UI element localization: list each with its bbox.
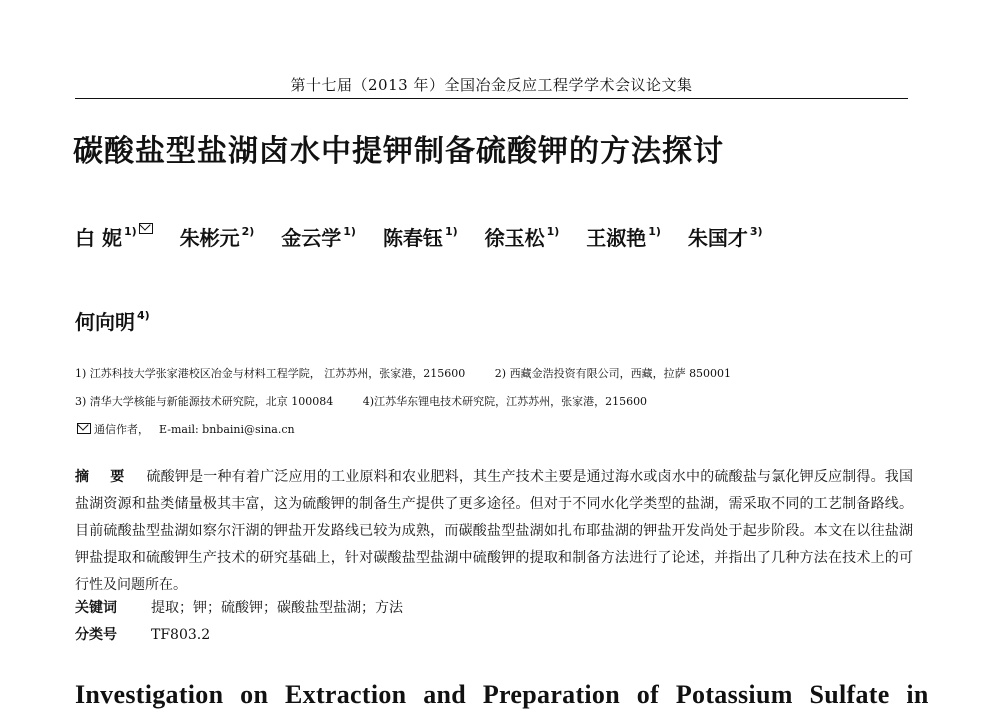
abstract-label: 摘 要 [75, 469, 133, 485]
contact-label: 通信作者， [94, 423, 149, 436]
contact-line [75, 416, 955, 444]
author [180, 215, 255, 255]
affiliation-mark: 1) [444, 225, 458, 238]
affiliation-4: 4)江苏华东锂电技术研究院，江苏苏州，张家港，215600 [362, 395, 648, 408]
envelope-icon [139, 223, 153, 234]
author [281, 215, 356, 255]
affiliation-mark: 2) [241, 225, 255, 238]
author-list [75, 215, 955, 339]
abstract-text: 硫酸钾是一种有着广泛应用的工业原料和农业肥料，其生产技术主要是通过海水或卤水中的硫酸盐与氯化钾反应制得。我国盐湖资源和盐类储量极其丰富，这为硫酸钾的制备生产提供了更多途径。但对于不同水化学类型的盐湖，需采取不同的工艺制备路线。目前硫酸盐型盐湖如察尔汗湖的钾盐开发路线已较为成熟，而碳酸盐型盐湖如扎布耶盐湖的钾盐开发尚处于起步阶段。本文在以往盐湖钾盐提取和硫酸钾生产技术的研究基础上，针对碳酸盐型盐湖中硫酸钾的提取和制备方法进行了论述，并指出了几种方法在技术上的可行性及问题所在。 [75, 469, 914, 593]
affiliation-3: 3) 清华大学核能与新能源技术研究院，北京 100084 [75, 395, 334, 408]
affiliation-mark: 3) [749, 225, 763, 238]
keywords-block [75, 595, 913, 649]
author [586, 215, 661, 255]
keywords-value: 提取；钾；硫酸钾；碳酸盐型盐湖；方法 [151, 600, 403, 616]
envelope-icon [77, 423, 91, 434]
author-name: 何向明 [75, 310, 135, 334]
keywords-row [75, 595, 913, 622]
title-chinese: 碳酸盐型盐湖卤水中提钾制备硫酸钾的方法探讨 [73, 134, 724, 169]
affiliation-line-2 [75, 388, 955, 416]
author [688, 215, 763, 255]
title-english: Investigation on Extraction and Preparation of Potassium Sulfate in [75, 680, 929, 709]
affiliation-mark: 1) [648, 225, 661, 238]
author-name: 陈春钰 [382, 226, 443, 250]
classification-label: 分类号 [75, 627, 117, 643]
affiliation-2: 2) 西藏金浩投资有限公司，西藏，拉萨 850001 [494, 367, 732, 380]
author-name: 朱彬元 [179, 226, 240, 250]
author-name: 徐玉松 [484, 226, 545, 250]
classification-value: TF803.2 [151, 627, 211, 643]
author [383, 215, 458, 255]
affiliation-mark: 1) [546, 225, 560, 238]
author-name: 王淑艳 [586, 226, 647, 250]
running-head: 第十七届（2013 年）全国冶金反应工程学学术会议论文集 [290, 76, 693, 94]
author-name: 朱国才 [687, 226, 748, 250]
abstract [75, 464, 913, 599]
author-row-2 [75, 299, 955, 339]
affiliation-mark: 1) [123, 225, 137, 238]
author [75, 215, 153, 255]
affiliation-1: 1) 江苏科技大学张家港校区冶金与材料工程学院， 江苏苏州，张家港，215600 [75, 367, 466, 380]
author [485, 215, 560, 255]
author-row-1 [75, 215, 955, 255]
author-name: 白 妮 [75, 226, 122, 250]
keywords-label: 关键词 [75, 600, 117, 616]
affiliations [75, 360, 955, 444]
author [75, 299, 150, 339]
contact-email[interactable]: E-mail: bnbaini@sina.cn [159, 423, 295, 436]
classification-row [75, 622, 913, 649]
affiliation-mark: 1) [343, 225, 356, 238]
header-rule [75, 98, 908, 99]
author-name: 金云学 [281, 226, 342, 250]
affiliation-mark: 4) [137, 309, 150, 322]
affiliation-line-1 [75, 360, 955, 388]
